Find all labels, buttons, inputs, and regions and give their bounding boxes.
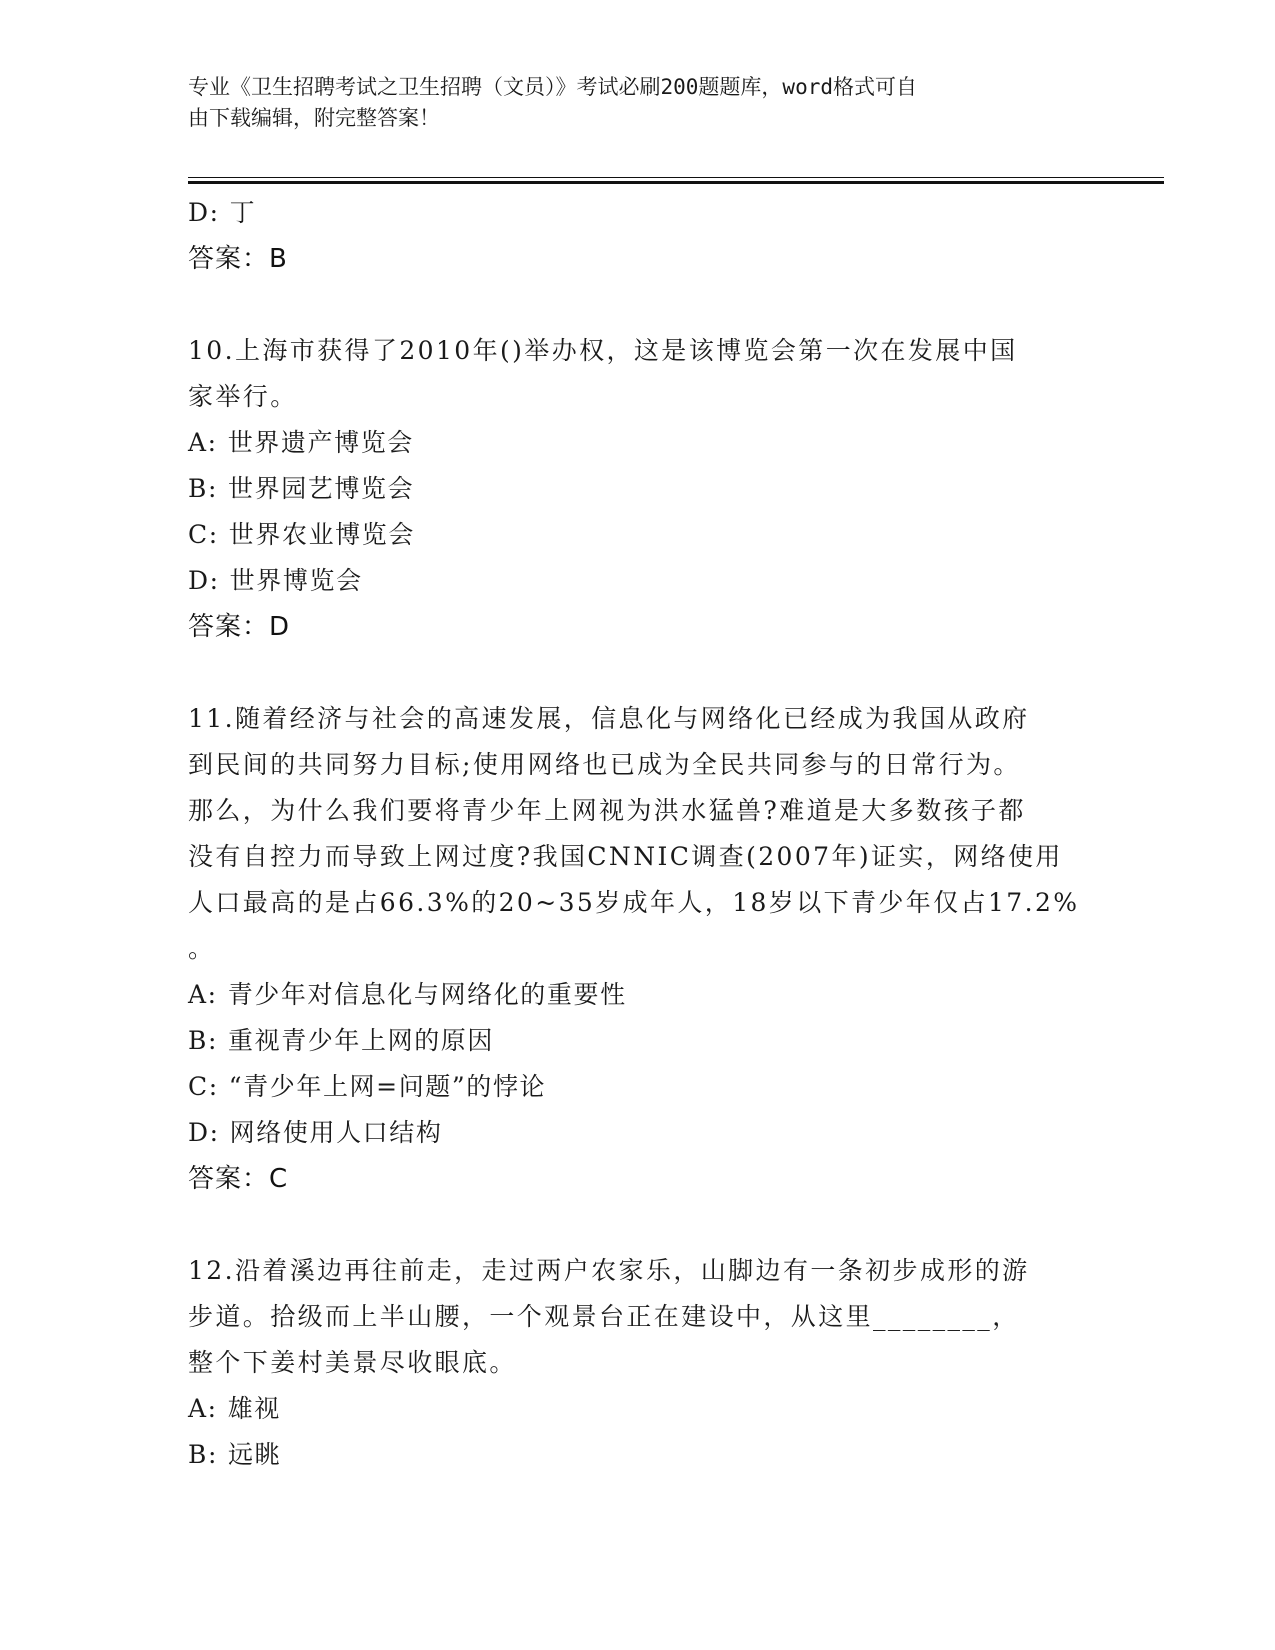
option-text: 丁 [229, 198, 257, 227]
question-line: 11.随着经济与社会的高速发展，信息化与网络化已经成为我国从政府 [188, 704, 1030, 733]
question-line: 步道。拾级而上半山腰，一个观景台正在建设中，从这里________， [188, 1302, 1020, 1331]
question-line: 整个下姜村美景尽收眼底。 [188, 1348, 517, 1377]
header-line-2: 由下载编辑，附完整答案！ [188, 106, 440, 130]
option-label: C: [188, 520, 219, 549]
question-12 [188, 1248, 1088, 1478]
question-line: 到民间的共同努力目标;使用网络也已成为全民共同参与的日常行为。 [188, 750, 1021, 779]
option-text: 远眺 [228, 1440, 282, 1469]
option-label: D: [188, 1118, 220, 1147]
option-label: B: [188, 1026, 218, 1055]
question-line: 。 [188, 934, 216, 963]
question-11 [188, 696, 1088, 1202]
answer-line: 答案：C [188, 1164, 289, 1194]
question-stem [188, 328, 1088, 420]
option-d [188, 558, 1088, 604]
answer-line: 答案：B [188, 244, 288, 274]
option-label: B: [188, 474, 218, 503]
option-d [188, 1110, 1088, 1156]
option-text: 世界园艺博览会 [228, 474, 415, 503]
option-a [188, 972, 1088, 1018]
spacer [188, 1202, 1088, 1248]
header-divider-thick [188, 181, 1164, 184]
option-a [188, 1386, 1088, 1432]
option-a [188, 420, 1088, 466]
option-text: 世界农业博览会 [228, 520, 415, 549]
answer-line: 答案：D [188, 612, 291, 642]
option-label: A: [188, 1394, 218, 1423]
question-line: 10.上海市获得了2010年()举办权，这是该博览会第一次在发展中国 [188, 336, 1018, 365]
question-stem [188, 696, 1088, 972]
option-text: 世界博览会 [229, 566, 363, 595]
option-text: 重视青少年上网的原因 [228, 1026, 495, 1055]
option-label: C: [188, 1072, 219, 1101]
question-line: 没有自控力而导致上网过度?我国CNNIC调查(2007年)证实，网络使用 [188, 842, 1063, 871]
option-label: A: [188, 428, 218, 457]
previous-question-tail [188, 190, 1088, 282]
option-d [188, 190, 1088, 236]
option-text: 青少年对信息化与网络化的重要性 [227, 980, 627, 1009]
spacer [188, 282, 1088, 328]
question-stem [188, 1248, 1088, 1386]
question-line: 家举行。 [188, 382, 298, 411]
option-text: 世界遗产博览会 [227, 428, 414, 457]
question-line: 12.沿着溪边再往前走，走过两户农家乐，山脚边有一条初步成形的游 [188, 1256, 1030, 1285]
option-text: 网络使用人口结构 [229, 1118, 443, 1147]
document-body [188, 190, 1088, 1478]
option-c [188, 512, 1088, 558]
option-text: “青少年上网=问题”的悖论 [228, 1072, 547, 1101]
question-line: 人口最高的是占66.3%的20~35岁成年人，18岁以下青少年仅占17.2% [188, 888, 1080, 917]
option-label: D: [188, 566, 220, 595]
option-text: 雄视 [227, 1394, 281, 1423]
question-10 [188, 328, 1088, 650]
option-label: B: [188, 1440, 218, 1469]
spacer [188, 650, 1088, 696]
option-b [188, 1432, 1088, 1478]
option-c [188, 1064, 1088, 1110]
option-b [188, 1018, 1088, 1064]
header-line-1: 专业《卫生招聘考试之卫生招聘（文员）》考试必刷200题题库，word格式可自 [188, 75, 917, 99]
option-b [188, 466, 1088, 512]
page-header [188, 72, 1068, 134]
option-label: A: [188, 980, 218, 1009]
option-label: D: [188, 198, 220, 227]
question-line: 那么，为什么我们要将青少年上网视为洪水猛兽?难道是大多数孩子都 [188, 796, 1026, 825]
header-divider-thin [188, 177, 1164, 178]
